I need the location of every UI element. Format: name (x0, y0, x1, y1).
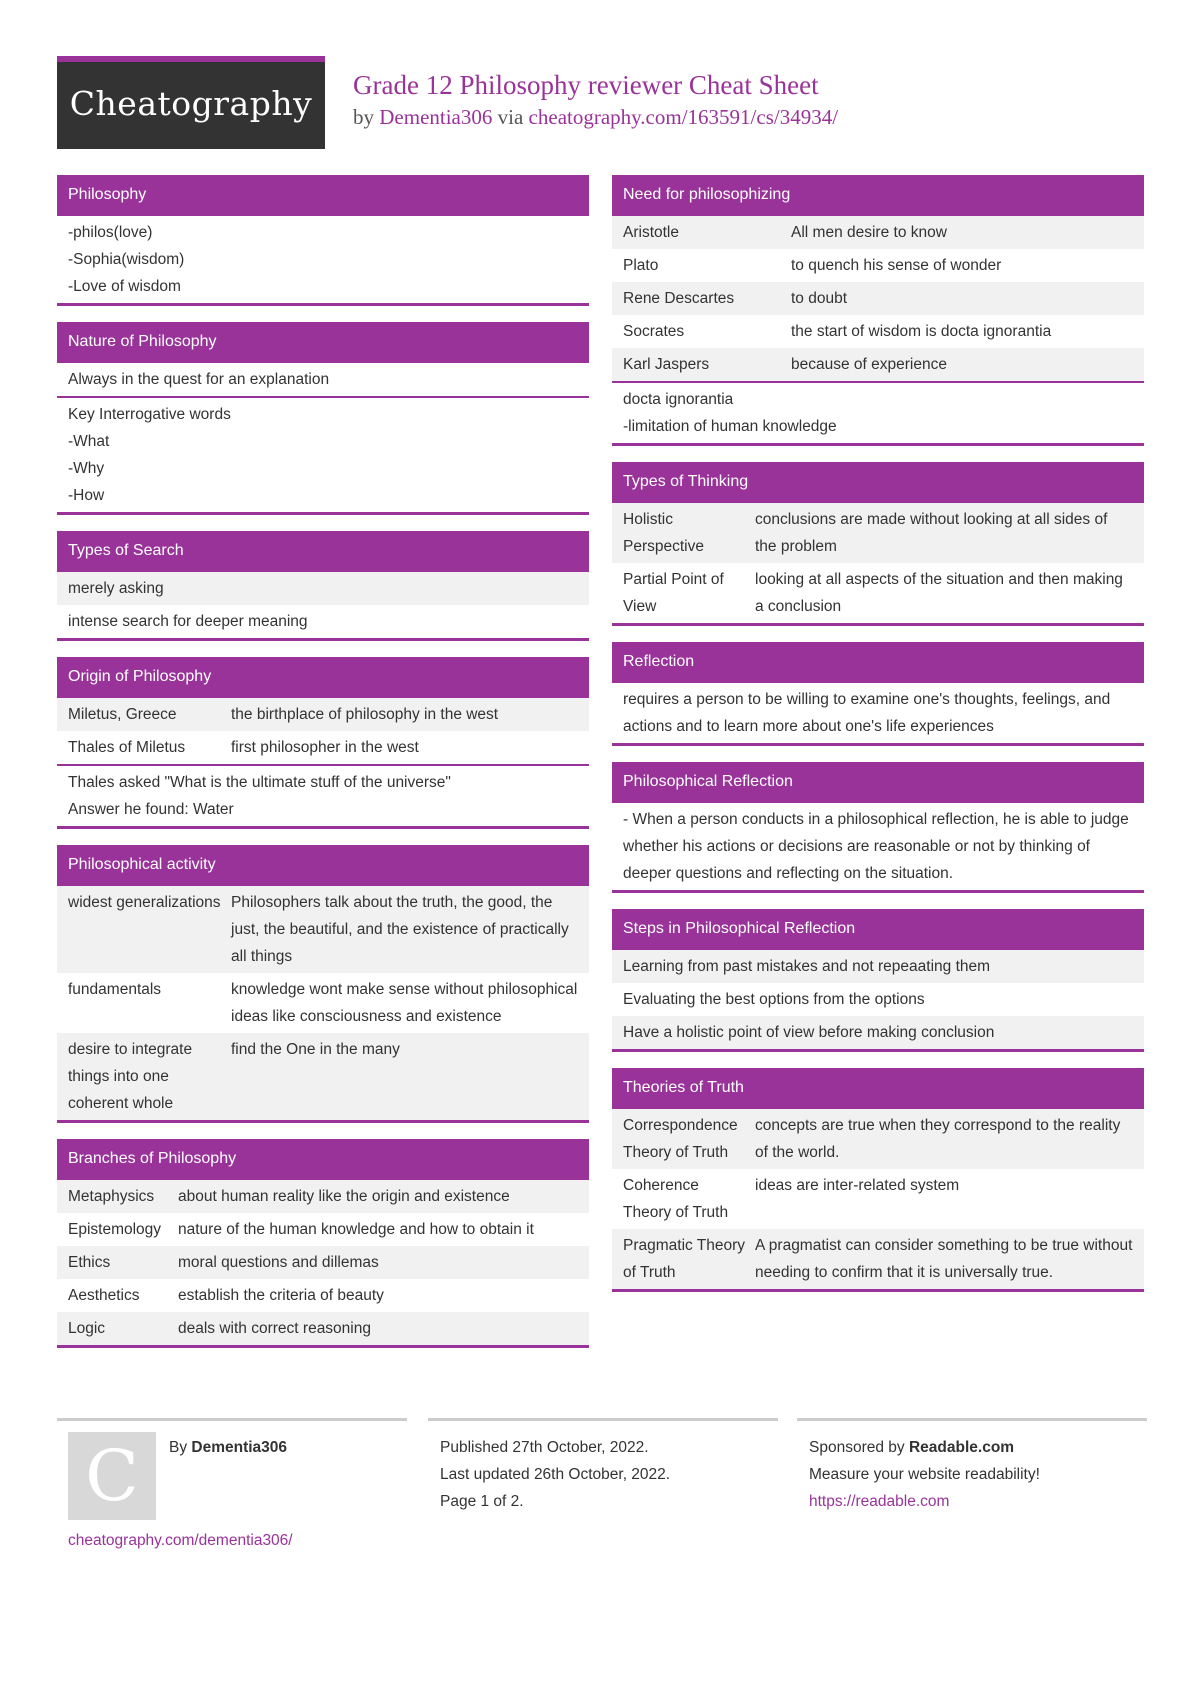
section-theories-of-truth (612, 1068, 1144, 1292)
updated-date: Last updated 26th October, 2022. (440, 1466, 671, 1483)
text-line: -How (68, 487, 105, 504)
footer-by-label: By (169, 1439, 188, 1456)
text-line: -What (68, 433, 110, 450)
section-philosophical-reflection (612, 762, 1144, 893)
section-title: Nature of Philosophy (57, 322, 589, 361)
section-reflection (612, 642, 1144, 746)
section-title: Types of Search (57, 531, 589, 570)
row-value: about human reality like the origin and existence (178, 1188, 510, 1205)
text-line: -limitation of human knowledge (623, 418, 837, 435)
row-key: Ethics (68, 1254, 111, 1271)
row-key: fundamentals (68, 981, 162, 998)
row-key: Aesthetics (68, 1287, 140, 1304)
row-value: conclusions are made without looking at all sides of the problem (755, 511, 1108, 555)
section-body (57, 764, 589, 826)
row-value: the birthplace of philosophy in the west (231, 706, 499, 723)
row-key: Metaphysics (68, 1188, 155, 1205)
row-value: to doubt (791, 290, 848, 307)
footer-dates (440, 1434, 670, 1515)
table-row: intense search for deeper meaning (68, 613, 308, 630)
text-line: -Sophia(wisdom) (68, 251, 185, 268)
row-value: moral questions and dillemas (178, 1254, 379, 1271)
section-steps-in-philosophical-reflection (612, 909, 1144, 1052)
section-types-of-search (57, 531, 589, 641)
section-body (57, 214, 589, 303)
row-value: looking at all aspects of the situation and then making a conclusion (755, 571, 1123, 615)
section-body (612, 1107, 1144, 1289)
section-body (612, 948, 1144, 1049)
left-column (57, 175, 589, 1364)
row-value: ideas are inter-related system (755, 1177, 960, 1194)
sponsor-line (809, 1434, 1040, 1461)
page-title: Grade 12 Philosophy reviewer Cheat Sheet (353, 70, 819, 100)
text-block (57, 398, 589, 512)
section-title: Need for philosophizing (612, 175, 1144, 214)
table-row (612, 1169, 1144, 1229)
row-value: first philosopher in the west (231, 739, 419, 756)
row-key: Coherence Theory of Truth (623, 1177, 729, 1221)
author-link[interactable]: Dementia306 (379, 105, 493, 129)
footer-divider (428, 1418, 778, 1421)
table-row: merely asking (57, 572, 589, 605)
section-body (612, 681, 1144, 743)
row-key: Holistic Perspective (623, 511, 704, 555)
section-body (57, 696, 589, 764)
table-row (57, 886, 589, 973)
section-body (612, 214, 1144, 381)
table-row (57, 1033, 589, 1120)
section-body (612, 801, 1144, 890)
row-value: find the One in the many (231, 1041, 400, 1058)
section-title: Theories of Truth (612, 1068, 1144, 1107)
table-row: Evaluating the best options from the options (623, 991, 925, 1008)
section-body (612, 381, 1144, 443)
section-origin-of-philosophy (57, 657, 589, 829)
sheet-url-link[interactable]: cheatography.com/163591/cs/34934/ (528, 105, 839, 129)
text-line: Always in the quest for an explanation (68, 371, 330, 388)
table-row (57, 1312, 589, 1345)
right-column (612, 175, 1144, 1308)
row-key: Correspondence Theory of Truth (623, 1117, 738, 1161)
text-block: requires a person to be willing to examine one's thoughts, feelings, and actions and to learn more about one's life experiences (623, 691, 1111, 735)
section-body (57, 396, 589, 512)
section-body (57, 361, 589, 396)
section-philosophical-activity (57, 845, 589, 1123)
row-value: All men desire to know (791, 224, 947, 241)
row-value: the start of wisdom is docta ignorantia (791, 323, 1052, 340)
table-row (612, 503, 1144, 563)
text-line: Answer he found: Water (68, 801, 234, 818)
table-row (612, 282, 1144, 315)
footer-divider (57, 1418, 407, 1421)
table-row (612, 249, 1144, 282)
sponsored-by-label: Sponsored by (809, 1439, 905, 1456)
text-line: docta ignorantia (623, 391, 734, 408)
row-key: Logic (68, 1320, 106, 1337)
section-need-for-philosophizing (612, 175, 1144, 446)
byline-by: by (353, 105, 374, 129)
row-key: Aristotle (623, 224, 679, 241)
row-key: Karl Jaspers (623, 356, 710, 373)
row-key: Rene Descartes (623, 290, 735, 307)
table-row: Have a holistic point of view before making conclusion (612, 1016, 1144, 1049)
profile-link[interactable]: cheatography.com/dementia306/ (68, 1532, 293, 1549)
row-key: Plato (623, 257, 659, 274)
row-key: Partial Point of View (623, 571, 724, 615)
table-row (612, 1109, 1144, 1169)
section-body (612, 501, 1144, 623)
section-body (57, 570, 589, 638)
row-value: because of experience (791, 356, 947, 373)
row-value: Philosophers talk about the truth, the good, the just, the beautiful, and the existence of practically all things (231, 894, 569, 965)
row-key: Miletus, Greece (68, 706, 177, 723)
row-value: concepts are true when they correspond to the reality of the world. (755, 1117, 1121, 1161)
row-value: establish the criteria of beauty (178, 1287, 384, 1304)
text-block (612, 383, 1144, 443)
sponsor-link[interactable]: https://readable.com (809, 1493, 950, 1510)
row-value: to quench his sense of wonder (791, 257, 1002, 274)
text-block: - When a person conducts in a philosophical reflection, he is able to judge whether his actions or decisions are reasonable or not by thinking of deeper questions and reflecting on the situation. (623, 811, 1129, 882)
section-title: Philosophical activity (57, 845, 589, 884)
text-block (57, 766, 589, 826)
section-title: Branches of Philosophy (57, 1139, 589, 1178)
footer-author-link[interactable]: Dementia306 (191, 1439, 288, 1456)
table-row (57, 1213, 589, 1246)
table-row (57, 1180, 589, 1213)
sponsor-text: Measure your website readability! (809, 1466, 1040, 1483)
table-row (57, 731, 589, 764)
row-key: desire to integrate things into one coherent whole (68, 1041, 193, 1112)
section-title: Philosophical Reflection (612, 762, 1144, 801)
row-value: deals with correct reasoning (178, 1320, 371, 1337)
text-line: Key Interrogative words (68, 406, 231, 423)
row-key: Epistemology (68, 1221, 162, 1238)
table-row (612, 348, 1144, 381)
text-line: -Love of wisdom (68, 278, 181, 295)
byline-via: via (497, 105, 524, 129)
section-branches-of-philosophy (57, 1139, 589, 1348)
text-block (57, 216, 589, 303)
table-row (57, 1279, 589, 1312)
table-row (57, 698, 589, 731)
row-key: Thales of Miletus (68, 739, 186, 756)
avatar: C (68, 1432, 156, 1520)
row-key: widest generalizations (68, 894, 221, 911)
row-key: Pragmatic Theory of Truth (623, 1237, 746, 1281)
section-nature-of-philosophy (57, 322, 589, 515)
section-body (57, 1178, 589, 1345)
row-value: A pragmatist can consider something to be true without needing to confirm that it is universally true. (755, 1237, 1133, 1281)
row-value: nature of the human knowledge and how to obtain it (178, 1221, 534, 1238)
row-key: Socrates (623, 323, 685, 340)
footer-sponsor (809, 1434, 1040, 1515)
published-date: Published 27th October, 2022. (440, 1439, 649, 1456)
footer-divider (797, 1418, 1147, 1421)
text-line: -Why (68, 460, 105, 477)
section-body (57, 884, 589, 1120)
cheatography-logo[interactable] (57, 56, 325, 149)
table-row: Learning from past mistakes and not repeaating them (612, 950, 1144, 983)
section-title: Steps in Philosophical Reflection (612, 909, 1144, 948)
section-types-of-thinking (612, 462, 1144, 626)
table-row (612, 563, 1144, 623)
sponsor-name[interactable]: Readable.com (908, 1439, 1015, 1456)
table-row (612, 315, 1144, 348)
section-title: Philosophy (57, 175, 589, 214)
row-value: knowledge wont make sense without philosophical ideas like consciousness and existence (231, 981, 578, 1025)
page-number: Page 1 of 2. (440, 1493, 524, 1510)
table-row (57, 1246, 589, 1279)
footer-author (169, 1434, 287, 1461)
section-philosophy (57, 175, 589, 306)
text-line: Thales asked "What is the ultimate stuff of the universe" (68, 774, 451, 791)
section-title: Types of Thinking (612, 462, 1144, 501)
byline (353, 105, 838, 130)
logo-text: Cheatography (69, 84, 313, 123)
table-row (612, 1229, 1144, 1289)
section-title: Origin of Philosophy (57, 657, 589, 696)
table-row (612, 216, 1144, 249)
text-line: -philos(love) (68, 224, 153, 241)
table-row (57, 973, 589, 1033)
section-title: Reflection (612, 642, 1144, 681)
